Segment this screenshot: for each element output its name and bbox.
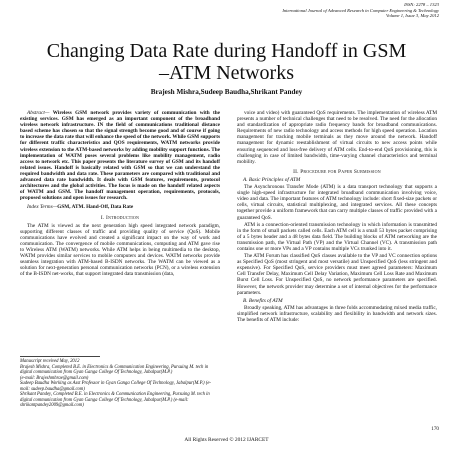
- index-terms: [20, 204, 220, 210]
- body-paragraph: Broadly speaking, ATM has advantages in three folds accommodating mixed media traffic, simplified network infrastructure, scalability and flexibility in bandwidth and network sizes. The benefits of ATM include:: [237, 304, 437, 323]
- index-terms-lead: Index Terms—: [27, 204, 58, 211]
- left-column: [20, 110, 220, 278]
- abstract: [20, 110, 220, 201]
- footnote: Manuscript received May, 2012: [20, 359, 80, 364]
- abstract-lead: Abstract—: [27, 110, 50, 116]
- body-paragraph: The Asynchronous Transfer Mode (ATM) is a data transport technology that supports a single high-speed infrastructure for integrated broadband communication involving voice, video and data. The important features of ATM technology include: short fixed-size packets or cells, virtual circuits, statistical multiplexing, and integrated services. All these concepts together provide a uniform framework that can carry multiple classes of traffic provided with a guaranteed QoS.: [237, 184, 437, 221]
- footnote: (e-mail: Brajeshmhrae@gmail.com): [20, 375, 89, 381]
- footnote-divider: [20, 356, 100, 357]
- author-list: Brajesh Mishra,Sudeep Baudha,Shrikant Pandey: [150, 88, 303, 96]
- footnote: Sudeep Baudha Working as Asst Professor in Gyan Ganga College Of Technology, Jabalpur(M.P.) (e-mail: sudeep.baudha@gmail.com): [20, 381, 211, 392]
- page-number: 170: [431, 426, 439, 432]
- section-heading-procedure: II. Procedure for Paper Submission: [293, 168, 381, 175]
- copyright-footer: All Rights Reserved © 2012 IJARCET: [184, 437, 269, 443]
- issn: ISSN: 2278 – 1323: [404, 2, 439, 7]
- footnote: Brajesh Mishra, Completed B.E. in Electronics & Communication Engineering, Pursuing M. tech in digital communication from Gyan Ganga College Of Technology, Jabalpur(M.P.): [20, 364, 209, 375]
- abstract-body: Wireless GSM network provides variety of communication with the existing services. GSM has emerged as an important component of the broadband wireless network infrastructure. IN the field of communications traditional distance based scheme has chosen so that the signal strength become good and of course if going to increase the data rate that will enhance the speed of the network. While GSM supports for different traffic characteristics and QOS requirements, WATM networks provide wireless extension to the ATM-based networks by adding mobility support functions. The implementation of WATM poses several problems like mobility management, radio access to network etc. This paper presents the literature survey of GSM and its handoff related issues. Handoff is basically related with GSM so that we can understand the required bandwidth and data rate. These parameters are compared with traditional and advanced data rate bandwidth. It deals with GSM features, requirements, protocol architectures and the global activities. The focus is made on the handoff related aspects of WATM and GSM. The handoff management operation, requirements, protocols, proposed solutions and open issues for research.: [20, 110, 220, 202]
- body-paragraph: ATM is a connection-oriented transmission technology in which information is transmitted in the form of small packets called cells. Each ATM cell is a small 53 bytes packet comprising of a 5 bytes header and a 48 bytes data field. The building blocks of ATM networking are the transmission path, the Virtual Path (VP) and the Virtual Channel (VC). A transmission path contains one or more VPs and a VP contains multiple VCs trunked into it.: [237, 221, 437, 252]
- index-terms-body: GSM, ATM. Hand-Off, Data Rate: [57, 204, 134, 211]
- subsection-heading-basic-principles: A. Basic Principles of ATM: [243, 176, 301, 183]
- journal-volume: Volume 1, Issue 3, May 2012: [386, 13, 439, 19]
- intro-paragraph: The ATM is viewed as the next generation high speed integrated network paradigm, supporting different classes of traffic and providing quality of service (QoS). Mobile communications have evolved and created a significant impact on the way of work and communication. The convergence of mobile communications, computing and ATM gave rise to Wireless ATM (WATM) networks. While ATM helps in being multimedia to the desktop, WATM provides similar services to mobile computers and devices. WATM networks provide seamless integration with ATM-based B-ISDN networks. The WATM can be viewed as a solution for next-generation personal communication networks (PCN), or a wireless extension of the B-ISDN net-works, that support integrated data transmission (data,: [20, 222, 220, 278]
- right-column: [237, 110, 437, 324]
- section-heading-introduction: I. Introduction: [100, 214, 140, 221]
- body-paragraph: voice and video) with guaranteed QoS requirements. The implementation of wireless ATM presents a number of technical challenges that need to be resolved. The need for the allocation and standardization of appropriate radio frequency bands for broadband communications. Requirements of new radio technology and access methods for high speed operation. Location management for tracking mobile terminals as they move around the network. Handoff management for dynamic reestablishment of virtual circuits to new access points while ensuring sequenced and loss-free delivery of ATM cells. End-to-end QoS provisioning, this is challenging in case of limited bandwidth, time-varying channel characteristics and terminal mobility.: [237, 110, 437, 165]
- journal-name: International Journal of Advanced Research in Computer Engineering & Technology: [282, 7, 439, 13]
- footnotes: [20, 359, 220, 409]
- paper-title: Changing Data Rate during Handoff in GSM –ATM Networks: [46, 40, 407, 84]
- body-paragraph: The ATM Forum has classified QoS classes available to the VP and VC connection options as Specified QoS (most stringent and most versatile) and Unspecified QoS (less stringent and expensive). For Specified QoS, service providers must meet agreed parameters: Maximum Cell Transfer Delay, Maximum Cell Delay Variation, Maximum Cell Loss Rate and Maximum Burst Cell Loss. For Unspecified QoS, no network performance parameters are specified. However, the network provider may determine a set of internal objectives for the performance parameters.: [237, 253, 437, 296]
- subsection-heading-benefits: B. Benefits of ATM: [243, 297, 283, 304]
- footnote: Shrikant Pandey, Completed B.E. in Electronics & Communication Engineering, Pursuing M. tech in digital communication from Gyan Ganga College Of Technology, Jabalpur(M.P.) (e-mail: shrikantpandey2009@gmail.com): [20, 392, 210, 408]
- journal-header: [139, 2, 439, 19]
